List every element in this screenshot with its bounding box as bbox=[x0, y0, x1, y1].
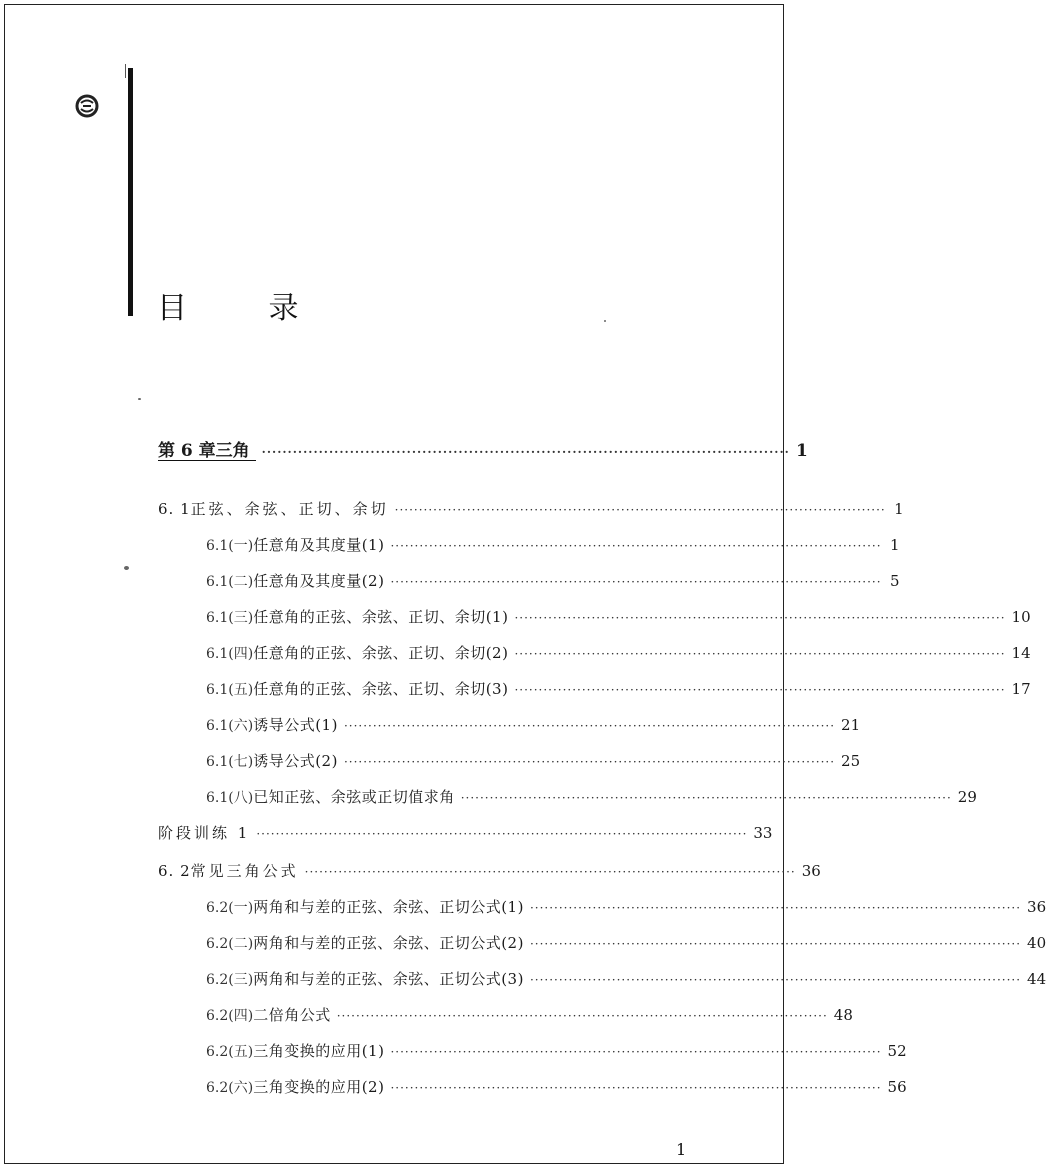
entry-title: 诱导公式(1) bbox=[253, 716, 338, 734]
leader-dots: ······································································································ bbox=[460, 791, 952, 805]
chapter-number: 第 6 章 bbox=[158, 441, 216, 461]
entry-title: 三角变换的应用(1) bbox=[253, 1042, 385, 1060]
toc-subsection-row[interactable] bbox=[206, 680, 1031, 699]
leader-dots: ······································································································ bbox=[343, 719, 836, 733]
toc-section-row[interactable] bbox=[158, 824, 773, 843]
entry-number: 6.2(五) bbox=[206, 1044, 254, 1060]
entry-title: 三角变换的应用(2) bbox=[253, 1078, 385, 1096]
entry-page: 40 bbox=[1027, 934, 1046, 952]
scan-speck bbox=[604, 320, 606, 322]
entry-page: 14 bbox=[1011, 644, 1031, 662]
entry-number: 6.1(七) bbox=[206, 754, 254, 770]
decorative-bar-tip bbox=[125, 64, 126, 78]
entry-number: 6.1(六) bbox=[206, 718, 254, 734]
entry-number: 6.2(六) bbox=[206, 1080, 254, 1096]
page-title: 目 录 bbox=[157, 291, 335, 326]
entry-page: 17 bbox=[1011, 680, 1031, 698]
leader-dots: ······································································································ bbox=[304, 865, 796, 879]
toc-section-row[interactable] bbox=[158, 500, 904, 519]
entry-number: 6.2(二) bbox=[206, 936, 254, 952]
chapter-page: 1 bbox=[795, 441, 808, 461]
entry-number: 6.1(二) bbox=[206, 574, 254, 590]
toc-subsection-row[interactable] bbox=[206, 752, 861, 771]
leader-dots: ······································································································ bbox=[390, 575, 882, 589]
leader-dots: ······································································································ bbox=[394, 503, 886, 517]
entry-page: 29 bbox=[957, 788, 977, 806]
entry-page: 52 bbox=[887, 1042, 907, 1060]
entry-title: 二倍角公式 bbox=[253, 1006, 331, 1024]
entry-title: 任意角的正弦、余弦、正切、余切(2) bbox=[253, 644, 509, 662]
toc-subsection-row[interactable] bbox=[206, 1006, 853, 1025]
entry-number: 6.1(五) bbox=[206, 682, 254, 698]
toc-subsection-row[interactable] bbox=[206, 788, 977, 807]
entry-page: 25 bbox=[841, 752, 861, 770]
leader-dots: ······································································································ bbox=[390, 539, 882, 553]
entry-number: 6.2(四) bbox=[206, 1008, 254, 1024]
entry-page: 44 bbox=[1027, 970, 1046, 988]
entry-title: 两角和与差的正弦、余弦、正切公式(2) bbox=[253, 934, 524, 952]
toc-subsection-row[interactable] bbox=[206, 608, 1031, 627]
entry-number: 6.1(四) bbox=[206, 646, 254, 662]
decorative-vertical-bar bbox=[128, 68, 133, 316]
entry-number: 6. 1 bbox=[158, 500, 191, 518]
toc-chapter-row[interactable] bbox=[158, 441, 808, 461]
leader-dots: ······································································································ bbox=[514, 611, 1006, 625]
entry-title: 两角和与差的正弦、余弦、正切公式(1) bbox=[253, 898, 524, 916]
toc-subsection-row[interactable] bbox=[206, 716, 861, 735]
entry-page: 33 bbox=[753, 824, 773, 842]
entry-page: 48 bbox=[833, 1006, 853, 1024]
toc-section-row[interactable] bbox=[158, 862, 821, 881]
scan-speck bbox=[138, 398, 141, 400]
leader-dots: ······································································································ bbox=[336, 1009, 828, 1023]
entry-number: 6.1(一) bbox=[206, 538, 254, 554]
entry-title: 已知正弦、余弦或正切值求角 bbox=[253, 788, 455, 806]
leader-dots: ······································································································ bbox=[529, 973, 1022, 987]
entry-number: 6. 2 bbox=[158, 862, 191, 880]
leader-dots: ······································································································ bbox=[390, 1045, 882, 1059]
entry-page: 1 bbox=[889, 536, 900, 554]
page-number: 1 bbox=[676, 1140, 687, 1159]
entry-number: 6.2(一) bbox=[206, 900, 254, 916]
entry-title: 阶段训练 1 bbox=[158, 824, 251, 842]
publisher-logo-icon bbox=[75, 94, 99, 118]
toc-subsection-row[interactable] bbox=[206, 1078, 907, 1097]
leader-dots: ······································································································ bbox=[256, 827, 748, 841]
toc-subsection-row[interactable] bbox=[206, 536, 900, 555]
leader-dots: ······································································································ bbox=[529, 901, 1022, 915]
entry-number: 6.2(三) bbox=[206, 972, 254, 988]
toc-subsection-row[interactable] bbox=[206, 970, 1046, 989]
entry-page: 36 bbox=[1027, 898, 1046, 916]
entry-page: 21 bbox=[841, 716, 861, 734]
scan-speck bbox=[124, 566, 129, 570]
toc-subsection-row[interactable] bbox=[206, 1042, 907, 1061]
entry-page: 1 bbox=[894, 500, 904, 518]
toc-subsection-row[interactable] bbox=[206, 644, 1031, 663]
entry-title: 任意角及其度量(2) bbox=[253, 572, 385, 590]
entry-title: 常见三角公式 bbox=[190, 862, 299, 880]
toc-subsection-row[interactable] bbox=[206, 572, 900, 591]
entry-title: 任意角的正弦、余弦、正切、余切(3) bbox=[253, 680, 509, 698]
toc-subsection-row[interactable] bbox=[206, 934, 1046, 953]
entry-number: 6.1(三) bbox=[206, 610, 254, 626]
entry-title: 两角和与差的正弦、余弦、正切公式(3) bbox=[253, 970, 524, 988]
entry-page: 36 bbox=[801, 862, 821, 880]
entry-title: 正弦、余弦、正切、余切 bbox=[190, 500, 389, 518]
toc-subsection-row[interactable] bbox=[206, 898, 1046, 917]
entry-page: 10 bbox=[1011, 608, 1031, 626]
entry-page: 5 bbox=[889, 572, 900, 590]
leader-dots: ······································································································ bbox=[514, 683, 1006, 697]
entry-title: 任意角的正弦、余弦、正切、余切(1) bbox=[253, 608, 509, 626]
entry-title: 任意角及其度量(1) bbox=[253, 536, 385, 554]
leader-dots: ······································································································ bbox=[529, 937, 1022, 951]
leader-dots: ······································································································ bbox=[343, 755, 836, 769]
entry-title: 诱导公式(2) bbox=[253, 752, 338, 770]
chapter-title: 三角 bbox=[216, 442, 256, 461]
entry-page: 56 bbox=[887, 1078, 907, 1096]
leader-dots: ······································································································ bbox=[261, 445, 790, 459]
leader-dots: ······································································································ bbox=[514, 647, 1006, 661]
entry-number: 6.1(八) bbox=[206, 790, 254, 806]
leader-dots: ······································································································ bbox=[390, 1081, 882, 1095]
